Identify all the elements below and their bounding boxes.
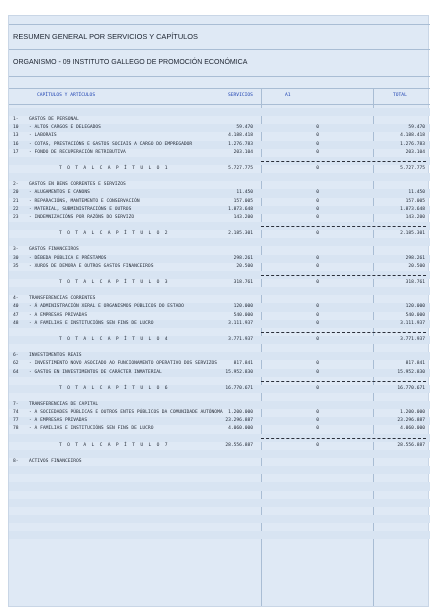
table-row [9,255,430,263]
row-description: - A SOCIEDADES PÚBLICAS E OUTROS ENTES PÚBLICOS DA COMUNIDADE AUTÓNOMA [29,410,223,416]
value-col2: 0 [316,214,319,220]
value-col2: 0 [316,361,319,367]
value-col2: 0 [316,320,319,326]
blank-row [9,173,430,181]
table-row [9,303,430,311]
value-col2: 0 [316,304,319,310]
table-header-rule [9,104,430,105]
row-code: 2- [13,182,19,188]
value-total: 3.111.937 [400,320,425,326]
row-description: - XUROS DE DEMORA E OUTROS GASTOS FINANCEIROS [29,263,154,269]
row-code: 47 [13,312,19,318]
subtotal-rule-row [9,328,430,336]
value-a1: 318.761 [233,279,253,285]
org-rule [9,76,430,77]
chapter-heading-row [9,295,430,303]
total-label: T O T A L C A P Í T U L O 1 [59,165,169,171]
subtotal-dashed-line [261,438,426,439]
value-a1: 817.841 [233,361,253,367]
value-a1: 143.200 [233,214,253,220]
document-page [8,15,429,607]
value-col2: 0 [316,263,319,269]
row-code: 64 [13,369,19,375]
row-description: - GASTOS EN INVESTIMENTOS DE CARÁCTER INMATERIAL [29,369,162,375]
chapter-total-row [9,442,430,450]
row-code: 1- [13,117,19,123]
subtotal-rule-row [9,222,430,230]
row-code: 7- [13,402,19,408]
row-description: - LABORAIS [29,133,57,139]
subtotal-rule-row [9,377,430,385]
col-chapters-header: CAPÍTULOS Y ARTÍCULOS [37,93,96,98]
table-row [9,124,430,132]
table-row [9,206,430,214]
blank-row [9,393,430,401]
value-col2: 0 [316,442,319,448]
row-code: 78 [13,426,19,432]
report-title: RESUMEN GENERAL POR SERVICIOS Y CAPÍTULOS [13,32,198,41]
value-total: 2.185.301 [400,231,425,237]
chapter-heading-row [9,246,430,254]
value-col2: 0 [316,198,319,204]
row-code: 3- [13,247,19,253]
subtotal-dashed-line [261,381,426,382]
value-total: 817.841 [405,361,425,367]
chapter-total-row [9,165,430,173]
value-a1: 16.770.671 [225,385,253,391]
value-a1: 157.005 [233,198,253,204]
value-a1: 1.200.000 [228,410,253,416]
total-label: T O T A L C A P Í T U L O 3 [59,279,169,285]
value-total: 20.500 [408,263,425,269]
organismo-label: ORGANISMO - 09 INSTITUTO GALLEGO DE PROMOCIÓN ECONÓMICA [13,59,248,66]
table-row [9,320,430,328]
subtotal-dashed-line [261,332,426,333]
row-description: TRANSFERENCIAS DE CAPITAL [29,402,99,408]
subtotal-dashed-line [261,161,426,162]
row-code: 77 [13,418,19,424]
subtotal-dashed-line [261,226,426,227]
subtotal-rule-row [9,157,430,165]
row-code: 8- [13,459,19,465]
value-total: 11.450 [408,190,425,196]
row-description: - INDEMNIZACIÓNS POR RAZÓNS DO SERVIZO [29,214,135,220]
table-header [9,88,430,104]
chapter-total-row [9,336,430,344]
value-col2: 0 [316,418,319,424]
row-code: 6- [13,353,19,359]
value-total: 298.261 [405,255,425,261]
value-total: 15.952.830 [397,369,425,375]
value-a1: 23.296.887 [225,418,253,424]
row-code: 21 [13,198,19,204]
value-a1: 203.104 [233,149,253,155]
row-description: GASTOS FINANCEIROS [29,247,79,253]
table-body [9,108,430,548]
value-a1: 11.450 [236,190,253,196]
value-total: 59.470 [408,125,425,131]
value-col2: 0 [316,125,319,131]
value-total: 1.276.783 [400,141,425,147]
blank-row [9,507,430,515]
value-total: 157.005 [405,198,425,204]
value-total: 3.771.937 [400,336,425,342]
table-row [9,263,430,271]
blank-row [9,287,430,295]
blank-row [9,515,430,523]
row-code: 30 [13,255,19,261]
value-a1: 3.111.937 [228,320,253,326]
table-row [9,409,430,417]
value-total: 120.000 [405,304,425,310]
blank-row [9,482,430,490]
row-code: 10 [13,125,19,131]
value-a1: 1.276.783 [228,141,253,147]
value-col2: 0 [316,410,319,416]
table-row [9,141,430,149]
blank-row [9,499,430,507]
row-description: - COTAS, PRESTACIÓNS E GASTOS SOCIAIS A CARGO DO EMPREGADOR [29,141,193,147]
value-col2: 0 [316,279,319,285]
row-code: 4- [13,296,19,302]
chapter-heading-row [9,458,430,466]
value-a1: 4.188.418 [228,133,253,139]
value-col2: 0 [316,369,319,375]
col-total-header: TOTAL [393,93,407,98]
value-total: 23.296.887 [397,418,425,424]
chapter-heading-row [9,352,430,360]
value-a1: 540.000 [233,312,253,318]
row-description: - A FAMILIAS E INSTITUCIÓNS SEN FINS DE LUCRO [29,320,154,326]
blank-row [9,344,430,352]
value-col2: 0 [316,206,319,212]
row-code: 17 [13,149,19,155]
blank-row [9,531,430,539]
row-code: 62 [13,361,19,367]
table-row [9,369,430,377]
value-col2: 0 [316,231,319,237]
blank-row [9,474,430,482]
col-servicios-header: SERVICIOS [228,93,253,98]
subtotal-dashed-line [261,275,426,276]
blank-row [9,108,430,116]
value-col2: 0 [316,149,319,155]
row-code: 13 [13,133,19,139]
col-a-header: A1 [285,93,291,98]
table-row [9,198,430,206]
row-description: - A EMPRESAS PRIVADAS [29,418,88,424]
value-a1: 28.556.887 [225,442,253,448]
value-a1: 1.873.648 [228,206,253,212]
row-description: - A EMPRESAS PRIVADAS [29,312,88,318]
blank-row [9,466,430,474]
value-total: 318.761 [405,279,425,285]
top-rule [9,24,430,25]
table-row [9,189,430,197]
value-a1: 3.771.937 [228,336,253,342]
row-code: 74 [13,410,19,416]
table-row [9,149,430,157]
blank-row [9,450,430,458]
chapter-total-row [9,279,430,287]
row-description: - INVESTIMENTO NOVO ASOCIADO AO FUNCIONAMENTO OPERATIVO DOS SERVIZOS [29,361,218,367]
value-total: 4.060.000 [400,426,425,432]
value-a1: 5.727.775 [228,165,253,171]
value-total: 143.200 [405,214,425,220]
value-total: 1.200.000 [400,410,425,416]
blank-row [9,523,430,531]
value-col2: 0 [316,141,319,147]
row-description: GASTOS DE PERSONAL [29,117,79,123]
value-col2: 0 [316,426,319,432]
row-description: - MATERIAL, SUBMINISTRACIÓNS E OUTROS [29,206,132,212]
value-a1: 20.500 [236,263,253,269]
total-label: T O T A L C A P Í T U L O 7 [59,442,169,448]
value-col2: 0 [316,336,319,342]
value-total: 4.188.418 [400,133,425,139]
row-description: - FONDO DE RECUPERACIÓN RETRIBUTIVA [29,149,126,155]
row-description: - ALTOS CARGOS E DELEGADOS [29,125,101,131]
row-description: - ALUGAMENTOS E CANONS [29,190,90,196]
row-code: 16 [13,141,19,147]
row-description: ACTIVOS FINANCEIROS [29,459,82,465]
total-label: T O T A L C A P Í T U L O 4 [59,336,169,342]
value-total: 203.104 [405,149,425,155]
row-code: 48 [13,320,19,326]
row-description: - REPARACIÓNS, MANTEMENTO E CONSERVACIÓN [29,198,140,204]
value-total: 28.556.887 [397,442,425,448]
value-a1: 15.952.830 [225,369,253,375]
row-description: - DÉBEDA PÚBLICA E PRÉSTAMOS [29,255,107,261]
row-description: TRANSFERENCIAS CORRENTES [29,296,96,302]
chapter-heading-row [9,116,430,124]
value-total: 1.873.648 [400,206,425,212]
title-rule [9,49,430,50]
row-description: GASTOS EN BENS CORRENTES E SERVIZOS [29,182,126,188]
chapter-total-row [9,230,430,238]
subtotal-rule-row [9,271,430,279]
row-code: 40 [13,304,19,310]
chapter-total-row [9,385,430,393]
table-row [9,417,430,425]
value-col2: 0 [316,385,319,391]
chapter-heading-row [9,401,430,409]
value-total: 5.727.775 [400,165,425,171]
row-code: 22 [13,206,19,212]
row-description: - Á ADMINISTRACIÓN XERAL E ORGANISMOS PÚBLICOS DO ESTADO [29,304,184,310]
value-col2: 0 [316,165,319,171]
table-row [9,214,430,222]
table-row [9,312,430,320]
total-label: T O T A L C A P Í T U L O 6 [59,385,169,391]
table-row [9,425,430,433]
value-total: 16.770.671 [397,385,425,391]
value-a1: 120.000 [233,304,253,310]
row-code: 35 [13,263,19,269]
table-row [9,360,430,368]
value-a1: 4.060.000 [228,426,253,432]
value-col2: 0 [316,190,319,196]
table-row [9,132,430,140]
blank-row [9,539,430,547]
blank-row [9,491,430,499]
value-a1: 59.470 [236,125,253,131]
chapter-heading-row [9,181,430,189]
row-description: - A FAMILIAS E INSTITUCIÓNS SEN FINS DE LUCRO [29,426,154,432]
value-a1: 298.261 [233,255,253,261]
blank-row [9,238,430,246]
total-label: T O T A L C A P Í T U L O 2 [59,231,169,237]
subtotal-rule-row [9,434,430,442]
value-col2: 0 [316,312,319,318]
row-code: 23 [13,214,19,220]
row-description: INVESTIMENTOS REAIS [29,353,82,359]
value-total: 540.000 [405,312,425,318]
row-code: 20 [13,190,19,196]
value-a1: 2.185.301 [228,231,253,237]
value-col2: 0 [316,133,319,139]
value-col2: 0 [316,255,319,261]
